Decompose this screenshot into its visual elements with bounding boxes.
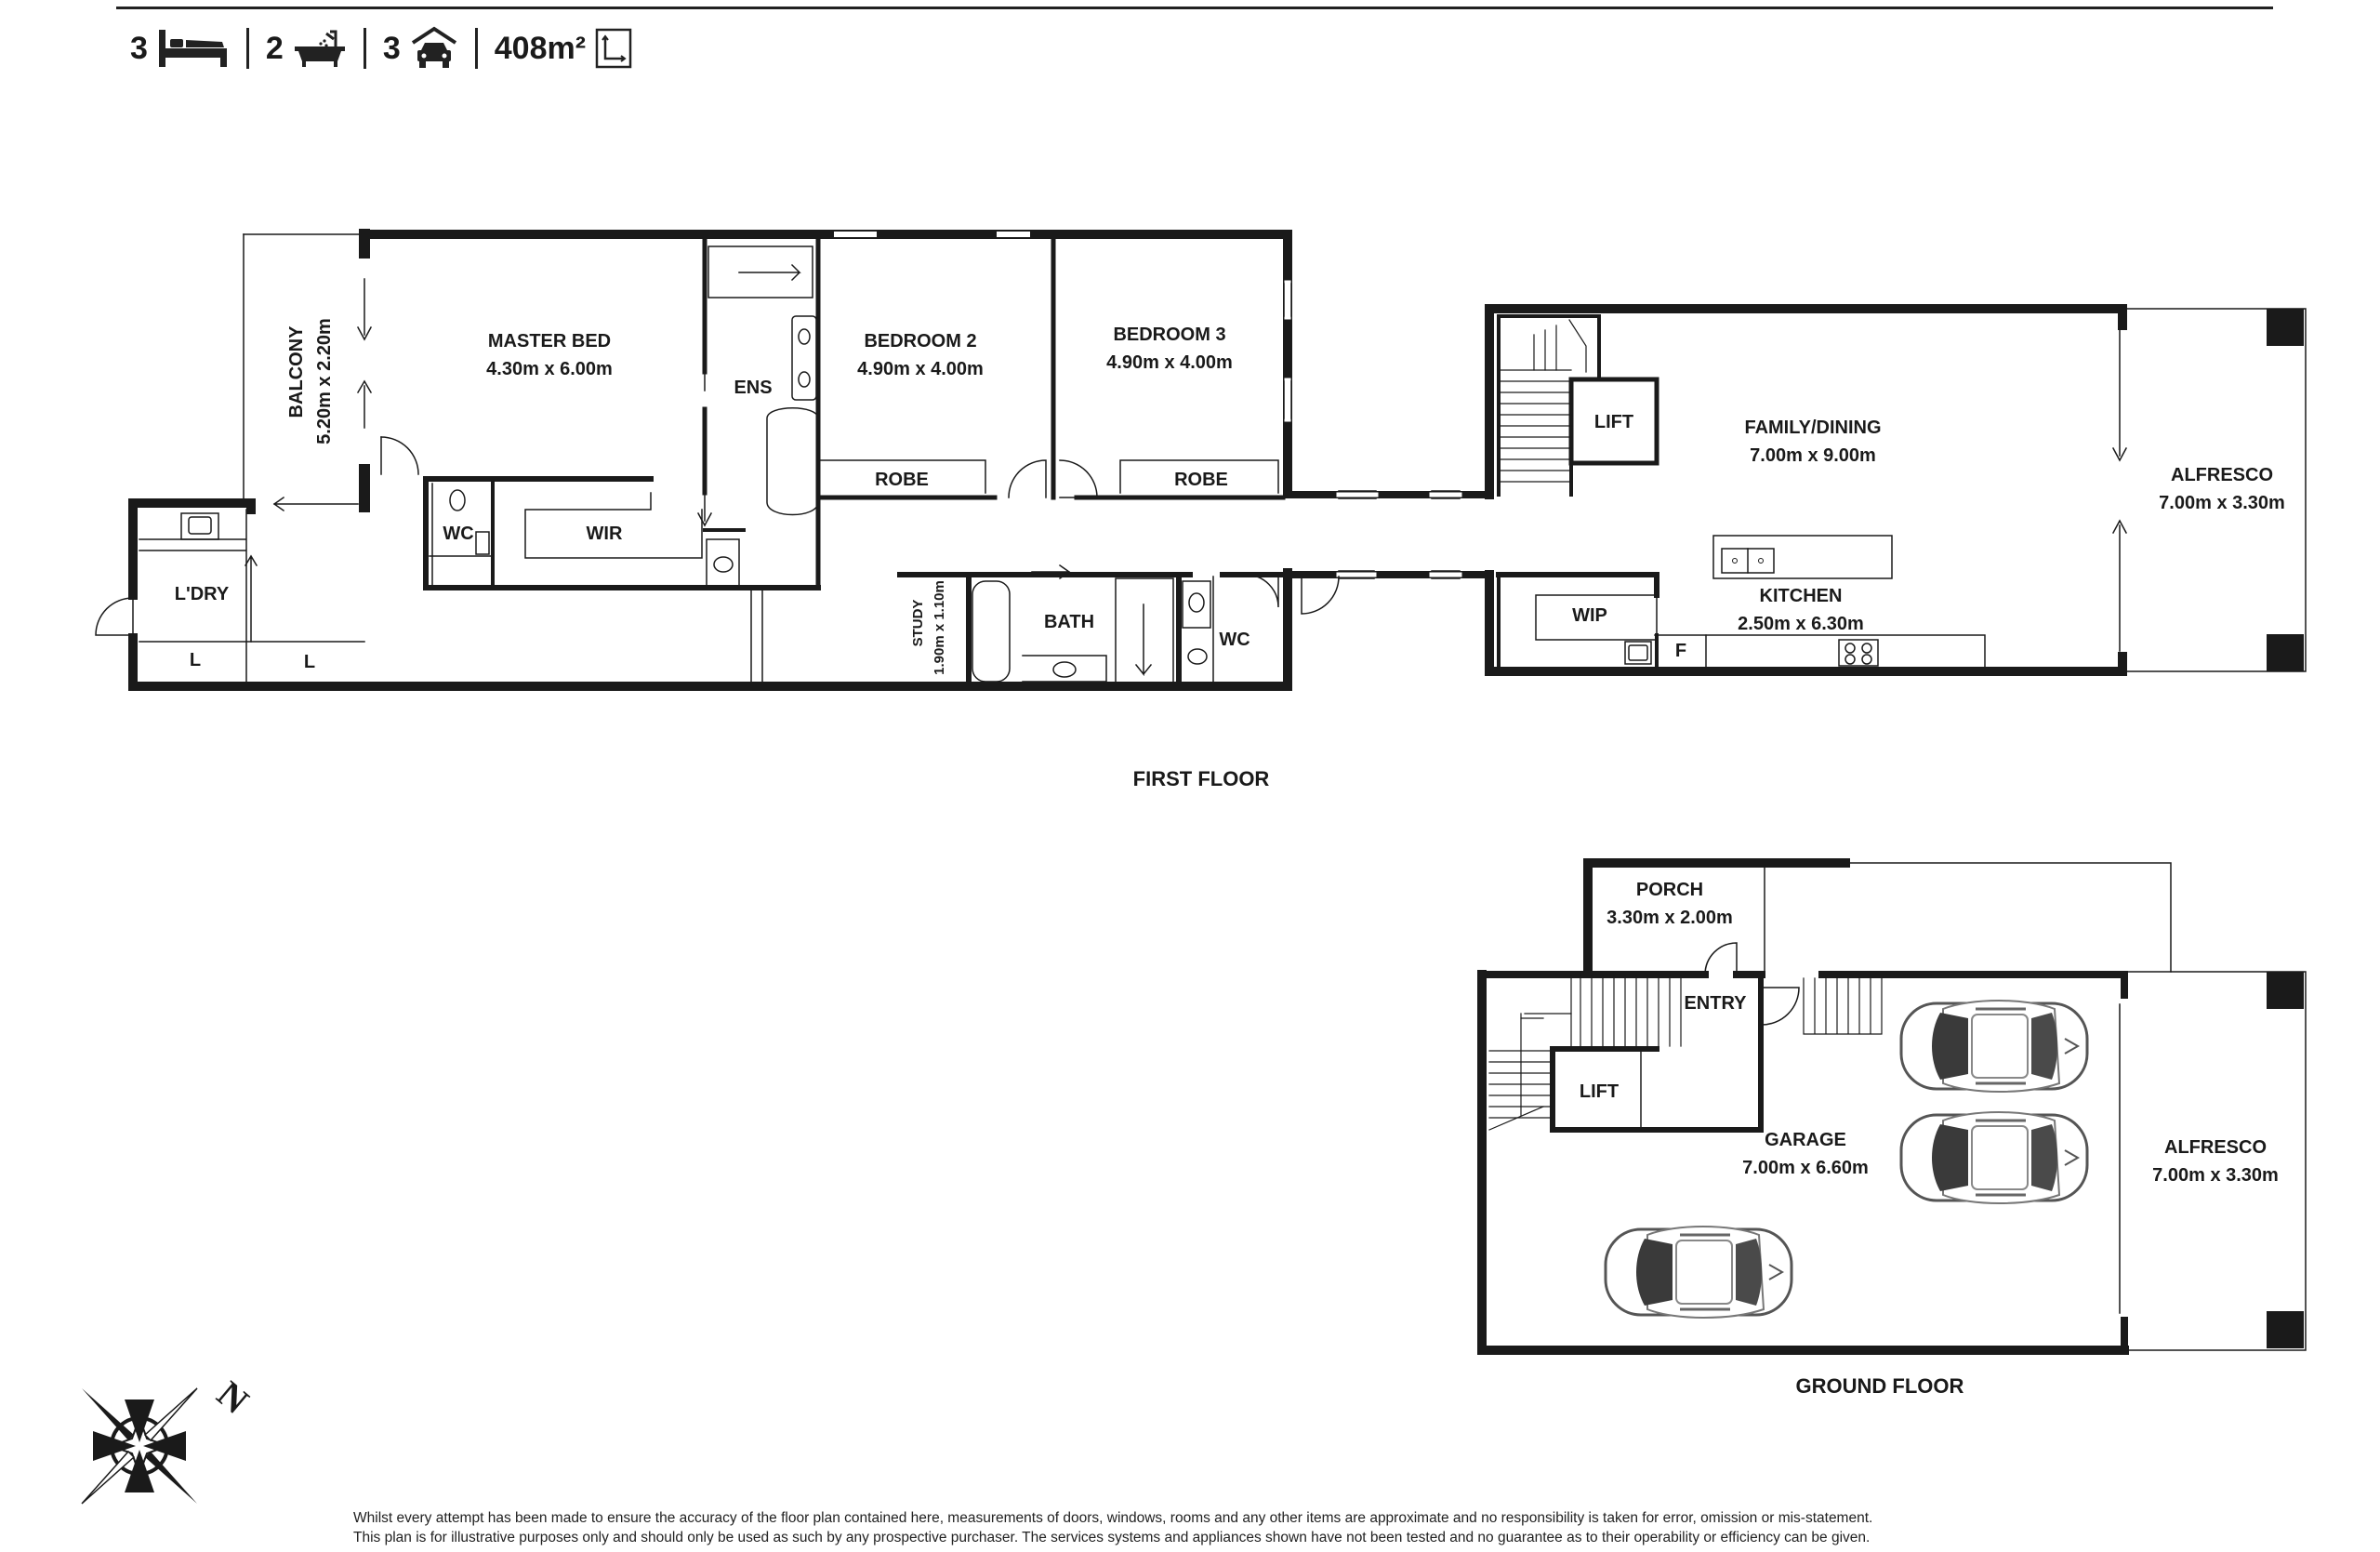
disclaimer-line: This plan is for illustrative purposes only and should only be used as such by any prospective purchaser. The services systems and appliances shown have not been tested and no guarantee as to their operability or efficiency can be given. xyxy=(353,1530,1871,1545)
robe-label: ROBE xyxy=(875,470,929,490)
compass-icon xyxy=(82,1373,257,1504)
alfresco-dims: 7.00m x 3.30m xyxy=(2152,1165,2279,1186)
bedrooms-count: 3 xyxy=(130,30,148,66)
garage-dims: 7.00m x 6.60m xyxy=(1742,1158,1869,1178)
wir-label: WIR xyxy=(586,524,623,544)
study-label: STUDY xyxy=(910,599,926,647)
first-floor-east-wing xyxy=(1489,309,2306,671)
bath-label: BATH xyxy=(1043,612,1095,632)
first-floor-plan xyxy=(96,231,1488,686)
exterior-wall xyxy=(133,503,251,510)
first-floor-title: FIRST FLOOR xyxy=(1132,767,1270,790)
car-1 xyxy=(1901,1001,2087,1092)
robe-label: ROBE xyxy=(1174,470,1228,490)
disclaimer-line: Whilst every attempt has been made to ensure the accuracy of the floor plan contained here, measurements of doors, windows, rooms and any other items are approximate and no responsibility is taken for error, omission or mis-statement. xyxy=(353,1510,1873,1526)
porch-label: PORCH xyxy=(1635,880,1704,900)
alfresco-label: ALFRESCO xyxy=(2164,1137,2267,1158)
kitchen-dims: 2.50m x 6.30m xyxy=(1738,614,1864,634)
entry-label: ENTRY xyxy=(1684,993,1747,1014)
bathrooms-count: 2 xyxy=(265,30,284,66)
porch-dims: 3.30m x 2.00m xyxy=(1606,908,1733,928)
wc-label: WC xyxy=(1219,630,1250,650)
study-dims: 1.90m x 1.10m xyxy=(932,580,947,675)
bedroom2-label: BEDROOM 2 xyxy=(864,331,977,352)
cars-count: 3 xyxy=(382,30,401,66)
car-3 xyxy=(1606,1227,1792,1318)
floor-area: 408m² xyxy=(494,30,587,66)
wc-label: WC xyxy=(443,524,474,544)
balcony-label: BALCONY xyxy=(286,325,307,418)
wip-label: WIP xyxy=(1572,605,1607,626)
master-bed-label: MASTER BED xyxy=(487,331,612,352)
disclaimer xyxy=(353,1508,2101,1547)
alfresco-dims: 7.00m x 3.30m xyxy=(2159,493,2285,513)
fridge-label: F xyxy=(1674,641,1687,661)
kitchen-label: KITCHEN xyxy=(1759,586,1843,606)
bedroom2-dims: 4.90m x 4.00m xyxy=(857,359,984,379)
linen-label: L xyxy=(303,652,316,672)
family-dining-label: FAMILY/DINING xyxy=(1744,418,1882,438)
bedroom3-label: BEDROOM 3 xyxy=(1113,325,1226,345)
alfresco-label: ALFRESCO xyxy=(2171,465,2273,485)
laundry-label: L'DRY xyxy=(174,584,230,604)
north-label: N xyxy=(209,1373,258,1423)
car-2 xyxy=(1901,1112,2087,1203)
ens-label: ENS xyxy=(734,378,773,398)
linen-label: L xyxy=(189,650,202,670)
lift-label: LIFT xyxy=(1593,412,1634,432)
balcony-dims: 5.20m x 2.20m xyxy=(314,318,335,444)
lift-label: LIFT xyxy=(1579,1081,1620,1102)
family-dining-dims: 7.00m x 9.00m xyxy=(1750,445,1876,466)
ground-floor-title: GROUND FLOOR xyxy=(1795,1374,1964,1398)
bedroom3-dims: 4.90m x 4.00m xyxy=(1106,352,1233,373)
garage-label: GARAGE xyxy=(1765,1130,1846,1150)
master-bed-dims: 4.30m x 6.00m xyxy=(486,359,613,379)
